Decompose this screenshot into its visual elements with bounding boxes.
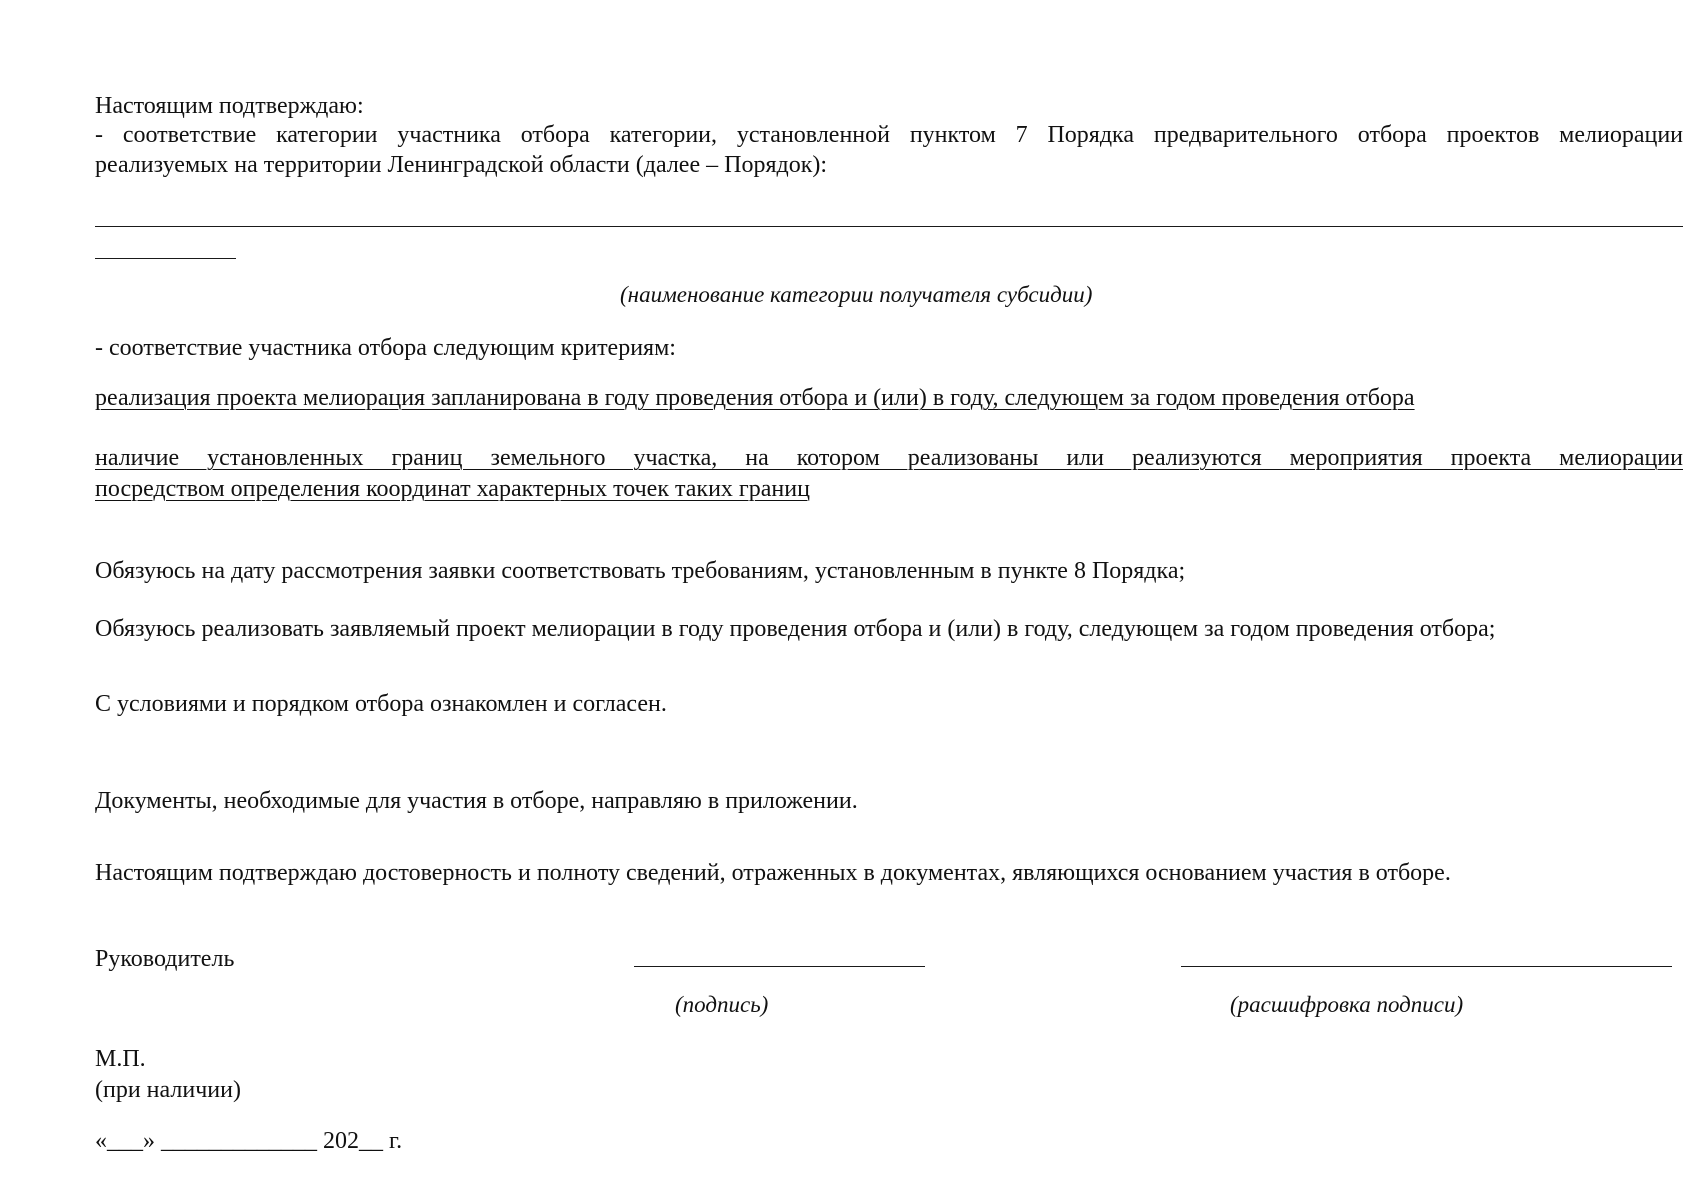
obligation-requirements: Обязуюсь на дату рассмотрения заявки соответствовать требованиям, установленным в пункте 8 Порядка; <box>95 558 1186 584</box>
signature-line <box>634 966 925 967</box>
date-line: «___» _____________ 202__ г. <box>95 1128 403 1154</box>
stamp-label: М.П. <box>95 1046 146 1072</box>
signature-caption: (подпись) <box>675 992 769 1017</box>
documents-text: Документы, необходимые для участия в отборе, направляю в приложении. <box>95 788 858 814</box>
signature-role: Руководитель <box>95 946 235 972</box>
criterion-planned-year: реализация проекта мелиорация запланирована в году проведения отбора и (или) в году, следующем за годом проведения отбора <box>95 385 1415 411</box>
criterion-land-boundaries-line1: наличие установленных границ земельного участка, на котором реализованы или реализуются мероприятия проекта мелиорации <box>95 445 1683 471</box>
category-statement-line2: реализуемых на территории Ленинградской области (далее – Порядок): <box>95 152 828 178</box>
criterion-land-boundaries-line2: посредством определения координат характерных точек таких границ <box>95 476 810 502</box>
obligation-implementation: Обязуюсь реализовать заявляемый проект мелиорации в году проведения отбора и (или) в году, следующем за годом проведения отбора; <box>95 616 1496 642</box>
criteria-intro: - соответствие участника отбора следующим критериям: <box>95 335 676 361</box>
category-caption: (наименование категории получателя субсидии) <box>620 282 1093 307</box>
intro-text: Настоящим подтверждаю: <box>95 93 364 119</box>
stamp-note: (при наличии) <box>95 1077 241 1103</box>
signature-decode-line <box>1181 966 1672 967</box>
category-fill-line-continuation <box>95 258 236 259</box>
confirmation-text: Настоящим подтверждаю достоверность и полноту сведений, отраженных в документах, являющихся основанием участия в отборе. <box>95 860 1451 886</box>
category-fill-line <box>95 226 1683 227</box>
category-statement-line1: - соответствие категории участника отбора категории, установленной пунктом 7 Порядка предварительного отбора проектов мелиорации <box>95 122 1683 148</box>
agreement-text: С условиями и порядком отбора ознакомлен и согласен. <box>95 691 667 717</box>
signature-decode-caption: (расшифровка подписи) <box>1230 992 1464 1017</box>
